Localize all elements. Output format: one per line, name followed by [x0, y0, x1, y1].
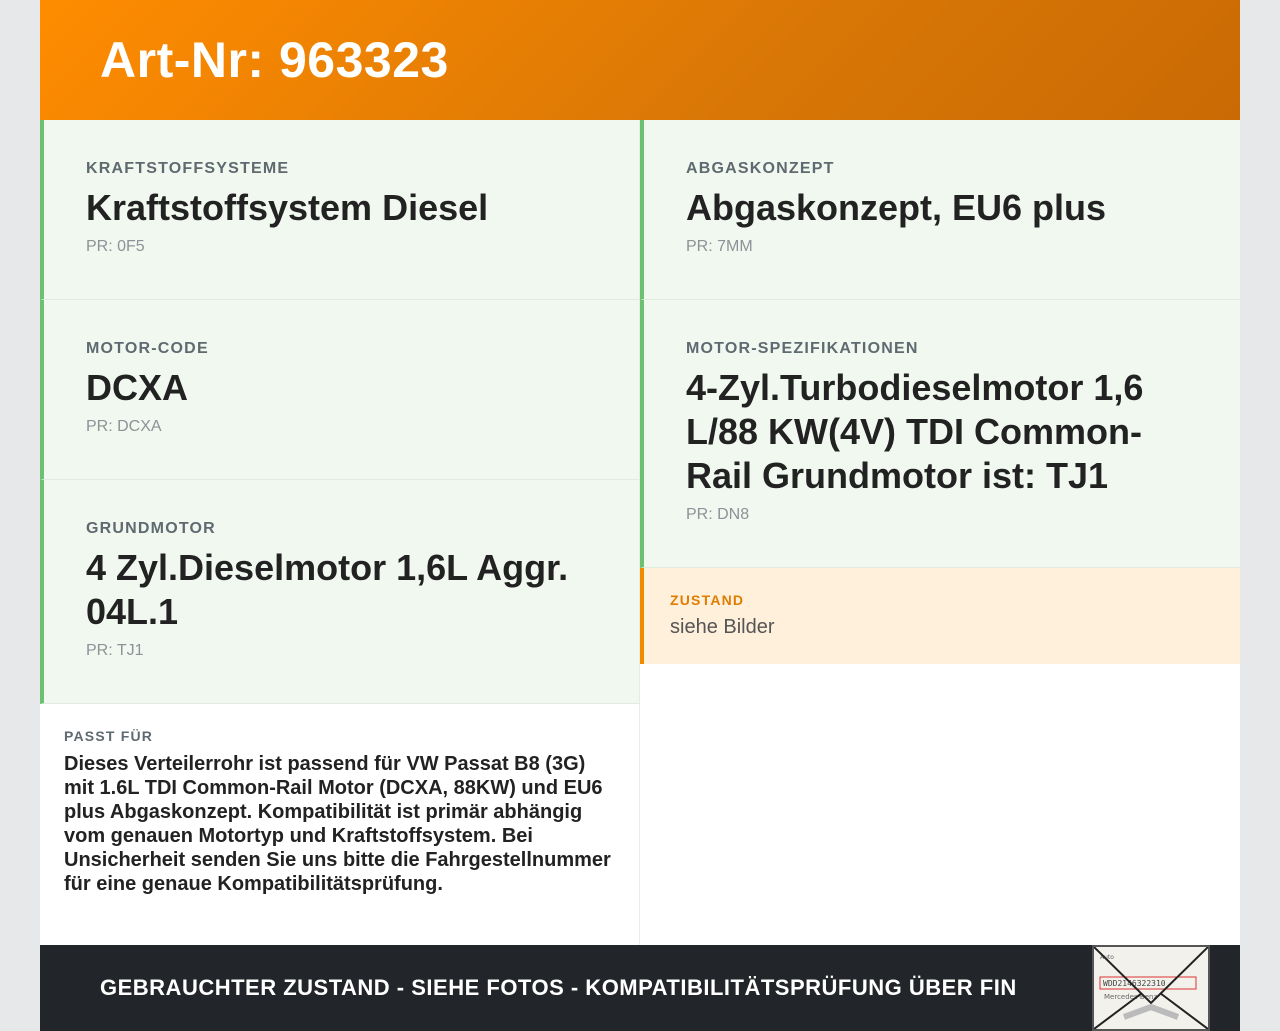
spec-column-left: [40, 120, 640, 945]
condition-label: ZUSTAND: [670, 592, 745, 608]
spec-value: 4 Zyl.Dieselmotor 1,6L Aggr. 04L.1: [86, 547, 569, 632]
spec-label: MOTOR-SPEZIFIKATIONEN: [686, 340, 919, 357]
spec-card-motor-code: [40, 300, 640, 480]
spec-label: KRAFTSTOFFSYSTEME: [86, 160, 290, 177]
label-photo-icon: [1094, 947, 1208, 1029]
footer-text: GEBRAUCHTER ZUSTAND - SIEHE FOTOS - KOMPATIBILITÄTSPRÜFUNG ÜBER FIN: [100, 975, 1017, 1000]
stamp-line-1: Auto: [1100, 954, 1114, 961]
footer-banner: [40, 945, 1240, 1031]
compatibility-label: PASST FÜR: [64, 728, 154, 744]
stamp-line-2: WDD2146322310: [1103, 979, 1166, 988]
spec-card-abgaskonzept: [640, 120, 1240, 300]
spec-value: Abgaskonzept, EU6 plus: [686, 187, 1107, 228]
condition-value: siehe Bilder: [670, 616, 775, 638]
stamp-line-3: Mercedes-Benz: [1104, 993, 1158, 1001]
spec-grid: [40, 120, 1240, 945]
label-photo-thumbnail: [1092, 945, 1210, 1031]
spec-column-right: [640, 120, 1240, 664]
spec-label: GRUNDMOTOR: [86, 520, 216, 537]
spec-pr-code: PR: TJ1: [86, 642, 144, 659]
header: [40, 0, 1240, 120]
spec-card-motor-spezifikationen: [640, 300, 1240, 568]
spec-card-kraftstoffsysteme: [40, 120, 640, 300]
spec-value: Kraftstoffsystem Diesel: [86, 187, 489, 228]
spec-value: 4-Zyl.Turbodieselmotor 1,6 L/88 KW(4V) TDI Common-Rail Grundmotor ist: TJ1: [686, 367, 1144, 496]
compatibility-section: [40, 704, 640, 945]
spec-label: ABGASKONZEPT: [686, 160, 835, 177]
spec-pr-code: PR: 0F5: [86, 238, 145, 255]
product-sheet: [40, 0, 1240, 1031]
spec-pr-code: PR: DCXA: [86, 418, 162, 435]
spec-value: DCXA: [86, 367, 189, 408]
compatibility-text: Dieses Verteilerrohr ist passend für VW Passat B8 (3G) mit 1.6L TDI Common-Rail Motor (DCXA, 88KW) und EU6 plus Abgaskonzept. Kompatibilität ist primär abhängig vom genauen Motortyp und Kraftstoffsystem. Bei Unsicherheit senden Sie uns bitte die Fahrgestellnummer für eine genaue Kompatibilitätsprüfung.: [64, 753, 611, 895]
spec-label: MOTOR-CODE: [86, 340, 209, 357]
spec-pr-code: PR: DN8: [686, 506, 750, 523]
spec-card-grundmotor: [40, 480, 640, 704]
spec-pr-code: PR: 7MM: [686, 238, 753, 255]
condition-box: [640, 568, 1240, 664]
article-number-title: Art-Nr: 963323: [100, 32, 449, 88]
